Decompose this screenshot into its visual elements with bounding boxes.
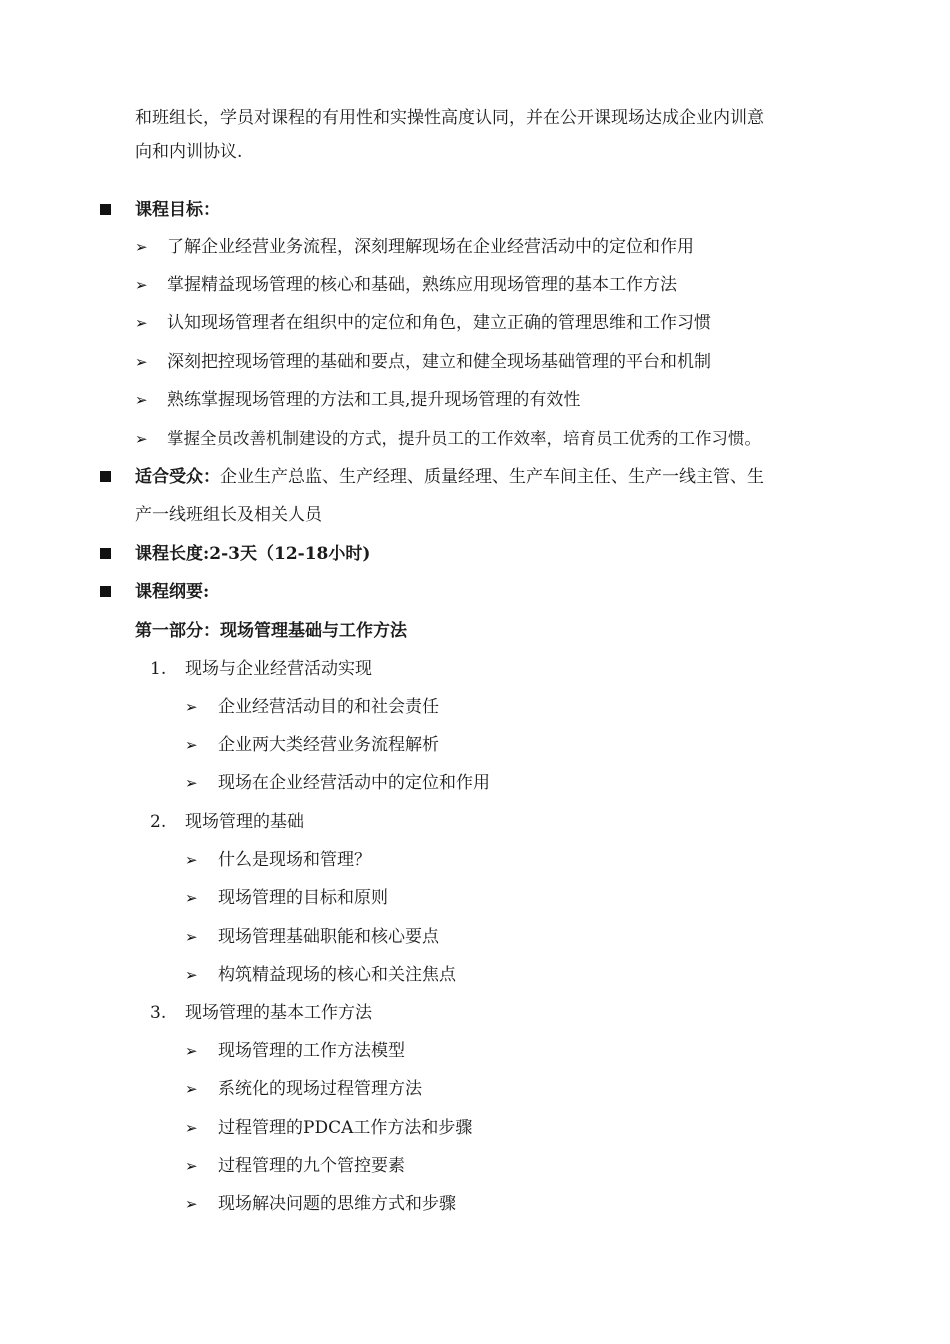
part-title: 第一部分：现场管理基础与工作方法 xyxy=(135,621,407,641)
square-bullet-icon xyxy=(100,548,111,559)
arrow-bullet-icon: ➢ xyxy=(185,1119,198,1137)
section-number: 1. xyxy=(150,659,167,679)
section-item: 现场在企业经营活动中的定位和作用 xyxy=(218,773,490,793)
section-item: 构筑精益现场的核心和关注焦点 xyxy=(218,965,456,985)
arrow-bullet-icon: ➢ xyxy=(135,314,148,332)
arrow-bullet-icon: ➢ xyxy=(185,889,198,907)
arrow-bullet-icon: ➢ xyxy=(185,1042,198,1060)
intro-line-2: 向和内训协议. xyxy=(135,142,243,162)
arrow-bullet-icon: ➢ xyxy=(185,1157,198,1175)
section-item: 现场管理的目标和原则 xyxy=(218,888,388,908)
duration-text: 课程长度:2-3天（12-18小时) xyxy=(135,544,371,564)
section-title: 现场与企业经营活动实现 xyxy=(185,659,372,679)
section-item: 现场解决问题的思维方式和步骤 xyxy=(218,1194,456,1214)
arrow-bullet-icon: ➢ xyxy=(185,1080,198,1098)
section-item: 企业两大类经营业务流程解析 xyxy=(218,735,439,755)
objective-item: 深刻把控现场管理的基础和要点，建立和健全现场基础管理的平台和机制 xyxy=(167,352,711,372)
arrow-bullet-icon: ➢ xyxy=(185,774,198,792)
section-item: 过程管理的PDCA工作方法和步骤 xyxy=(218,1118,473,1138)
square-bullet-icon xyxy=(100,204,111,215)
section-item: 什么是现场和管理？ xyxy=(218,850,371,870)
square-bullet-icon xyxy=(100,586,111,597)
arrow-bullet-icon: ➢ xyxy=(185,736,198,754)
section-number: 2. xyxy=(150,812,167,832)
arrow-bullet-icon: ➢ xyxy=(185,851,198,869)
arrow-bullet-icon: ➢ xyxy=(185,698,198,716)
section-item: 企业经营活动目的和社会责任 xyxy=(218,697,439,717)
objective-item: 了解企业经营业务流程，深刻理解现场在企业经营活动中的定位和作用 xyxy=(167,237,694,257)
arrow-bullet-icon: ➢ xyxy=(135,353,148,371)
section-number: 3. xyxy=(150,1003,167,1023)
section-item: 现场管理基础职能和核心要点 xyxy=(218,927,439,947)
arrow-bullet-icon: ➢ xyxy=(135,430,148,448)
arrow-bullet-icon: ➢ xyxy=(135,276,148,294)
arrow-bullet-icon: ➢ xyxy=(135,238,148,256)
section-title: 现场管理的基础 xyxy=(185,812,304,832)
arrow-bullet-icon: ➢ xyxy=(185,1195,198,1213)
section-item: 现场管理的工作方法模型 xyxy=(218,1041,405,1061)
outline-heading: 课程纲要: xyxy=(135,582,210,602)
arrow-bullet-icon: ➢ xyxy=(185,928,198,946)
audience-text: 企业生产总监、生产经理、质量经理、生产车间主任、生产一线主管、生 xyxy=(220,467,764,487)
objectives-heading: 课程目标： xyxy=(135,200,220,220)
audience-line-2: 产一线班组长及相关人员 xyxy=(135,505,322,525)
section-item: 系统化的现场过程管理方法 xyxy=(218,1079,422,1099)
square-bullet-icon xyxy=(100,471,111,482)
audience-line-1 xyxy=(135,465,764,489)
objective-item: 掌握全员改善机制建设的方式，提升员工的工作效率，培育员工优秀的工作习惯。 xyxy=(167,429,761,448)
audience-label: 适合受众： xyxy=(135,467,220,487)
objective-item: 熟练掌握现场管理的方法和工具,提升现场管理的有效性 xyxy=(167,390,581,410)
section-title: 现场管理的基本工作方法 xyxy=(185,1003,372,1023)
arrow-bullet-icon: ➢ xyxy=(185,966,198,984)
arrow-bullet-icon: ➢ xyxy=(135,391,148,409)
intro-line-1: 和班组长，学员对课程的有用性和实操性高度认同，并在公开课现场达成企业内训意 xyxy=(135,108,764,128)
objective-item: 认知现场管理者在组织中的定位和角色，建立正确的管理思维和工作习惯 xyxy=(167,313,711,333)
objective-item: 掌握精益现场管理的核心和基础，熟练应用现场管理的基本工作方法 xyxy=(167,275,677,295)
section-item: 过程管理的九个管控要素 xyxy=(218,1156,405,1176)
